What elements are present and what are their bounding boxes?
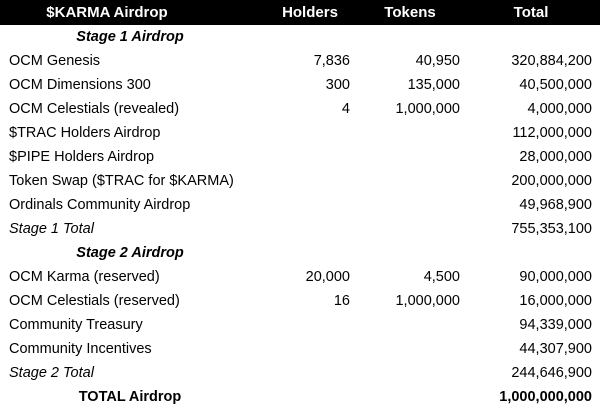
subtotal-label: Stage 2 Total: [9, 365, 94, 381]
header-total: Total: [513, 4, 549, 21]
grand-total-row: [0, 385, 600, 409]
table-row: [0, 121, 600, 145]
row-tokens: 1,000,000: [395, 101, 460, 117]
subtotal-label: Stage 1 Total: [9, 221, 94, 237]
stage2-heading: [0, 241, 600, 265]
subtotal-value: 755,353,100: [511, 221, 592, 237]
stage1-subtotal: [0, 217, 600, 241]
table-row: [0, 265, 600, 289]
row-holders: 16: [333, 293, 350, 309]
table-header: [0, 0, 600, 25]
header-tokens: Tokens: [384, 4, 436, 21]
table-row: [0, 73, 600, 97]
row-holders: 20,000: [305, 269, 350, 285]
stage2-title: Stage 2 Airdrop: [76, 245, 184, 261]
header-name: $KARMA Airdrop: [46, 4, 168, 21]
row-total: 49,968,900: [519, 197, 592, 213]
row-total: 44,307,900: [519, 341, 592, 357]
grand-total-value: 1,000,000,000: [499, 389, 592, 405]
row-total: 40,500,000: [519, 77, 592, 93]
row-total: 28,000,000: [519, 149, 592, 165]
row-name: OCM Genesis: [9, 53, 101, 69]
row-tokens: 1,000,000: [395, 293, 460, 309]
row-holders: 4: [341, 101, 350, 117]
stage2-rows: [0, 265, 600, 361]
table-row: [0, 193, 600, 217]
table-row: [0, 337, 600, 361]
row-name: Community Treasury: [9, 317, 143, 333]
header-holders: Holders: [282, 4, 338, 21]
row-name: Ordinals Community Airdrop: [9, 197, 191, 213]
row-name: OCM Karma (reserved): [9, 269, 160, 285]
row-name: OCM Celestials (reserved): [9, 293, 180, 309]
stage1-title: Stage 1 Airdrop: [76, 29, 184, 45]
row-total: 94,339,000: [519, 317, 592, 333]
row-total: 4,000,000: [527, 101, 592, 117]
row-tokens: 135,000: [407, 77, 460, 93]
table-row: [0, 169, 600, 193]
table-row: [0, 97, 600, 121]
table-row: [0, 49, 600, 73]
row-tokens: 4,500: [423, 269, 460, 285]
table-row: [0, 289, 600, 313]
row-name: OCM Celestials (revealed): [9, 101, 180, 117]
stage2-subtotal: [0, 361, 600, 385]
row-holders: 300: [325, 77, 350, 93]
row-name: Token Swap ($TRAC for $KARMA): [9, 173, 234, 189]
row-total: 90,000,000: [519, 269, 592, 285]
stage1-heading: [0, 25, 600, 49]
row-name: OCM Dimensions 300: [9, 77, 151, 93]
subtotal-value: 244,646,900: [511, 365, 592, 381]
row-holders: 7,836: [313, 53, 350, 69]
row-total: 112,000,000: [512, 125, 592, 141]
row-name: $PIPE Holders Airdrop: [9, 149, 155, 165]
row-total: 200,000,000: [511, 173, 592, 189]
grand-total-label: TOTAL Airdrop: [78, 389, 182, 405]
row-total: 16,000,000: [519, 293, 592, 309]
row-total: 320,884,200: [511, 53, 592, 69]
table-row: [0, 145, 600, 169]
stage1-rows: [0, 49, 600, 217]
row-name: Community Incentives: [9, 341, 152, 357]
table-row: [0, 313, 600, 337]
row-tokens: 40,950: [415, 53, 460, 69]
row-name: $TRAC Holders Airdrop: [9, 125, 161, 141]
